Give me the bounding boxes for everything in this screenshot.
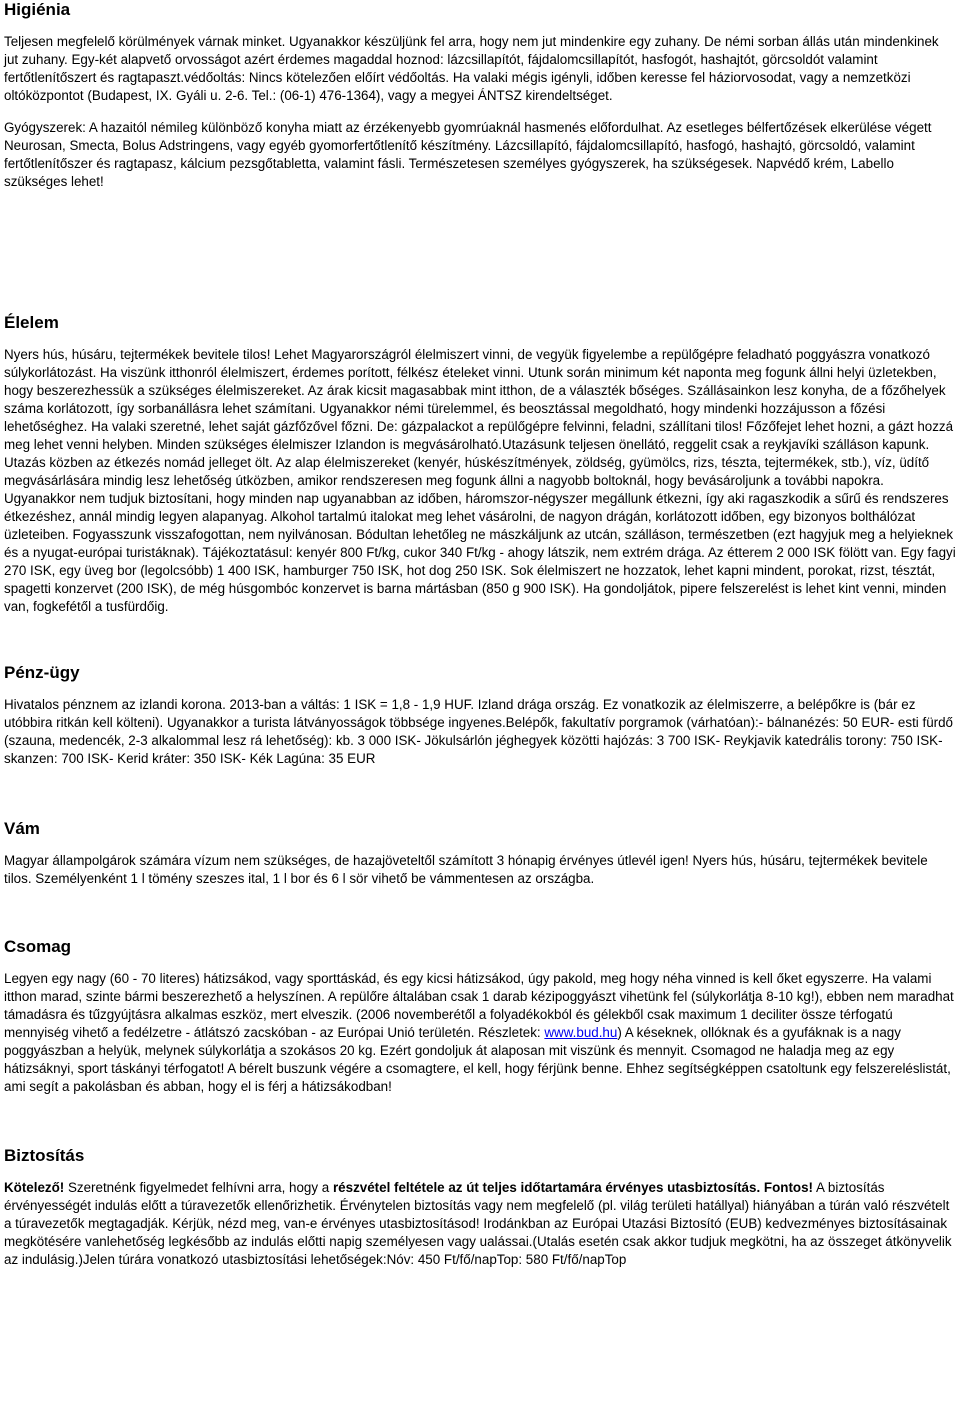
section-biztositas [4, 1146, 956, 1269]
heading-biztositas: Biztosítás [4, 1146, 85, 1165]
csomag-paragraph-1 [4, 970, 956, 1096]
higienia-paragraph-2: Gyógyszerek: A hazaitól némileg különböző konyha miatt az érzékenyebb gyomrúaknál hasmenés előfordulhat. Az esetleges bélfertőzések elkerülése végett Neurosan, Smecta, Bolus Adstringens, vagy egyéb gyomorfertőtlenítő készítmény. Lázcsillapító, fájdalomcsillapító, hasfogó, hashajtó, görcsoldó, valamint fertőtlenítőszer és ragtapasz, kálcium pezsgőtabletta, valamint fásli. Természetesen személyes gyógyszerek, ha szükségesek. Napvédő krém, Labello szükséges lehet! [4, 120, 932, 189]
kotelezo-emphasis: Kötelező! [4, 1180, 65, 1195]
section-penzugy [4, 663, 956, 768]
section-csomag [4, 937, 956, 1096]
section-higienia [4, 0, 956, 191]
penzugy-paragraph-1: Hivatalos pénznem az izlandi korona. 2013-ban a váltás: 1 ISK = 1,8 - 1,9 HUF. Izland drága ország. Ez vonatkozik az élelmiszerre, a belépőkre is (bár ez utóbbira ritkán kell költeni). Ugyanakkor a turista látványosságok többsége ingyenes.Belépők, fakultatív porgramok (várhatóan):- bálnanézés: 50 EUR- esti fürdő (szauna, medencék, 2-3 alkalommal lesz rá lehetőség): kb. 3 000 ISK- Jökulsárlón jéghegyek közötti hajózás: 3 700 ISK- Reykjavik katedrális torony: 750 ISK- skanzen: 700 ISK- Kerid kráter: 350 ISK- Kék Lagúna: 35 EUR [4, 697, 954, 766]
elelem-paragraph-1: Nyers hús, húsáru, tejtermékek bevitele tilos! Lehet Magyarországról élelmiszert vinni, de vegyük figyelembe a repülőgépre feladható poggyászra vonatkozó súlykorlátozást. Ha viszünk itthonról élelmiszert, érdemes porított, félkész ételeket vinni. Utunk során minimum két naponta meg fogunk állni helyi üzletekben, hogy beszerezhessük a szükséges élelmiszereket. Az árak kicsit magasabbak mint itthon, de a választék bőséges. Szállásainkon lesz konyha, de a főzőhelyek száma korlátozott, így sorbanállásra lehet számítani. Ugyanakkor némi türelemmel, és beosztással megoldható, hogy mindenki hozzájusson a főzési lehetőséghez. Ha valaki szeretné, lehet saját gázfőzővel főzni. De: gázpalackot a repülőgépre felvinni, feladni, szállítani tilos! Főzőfejet lehet hozni, a gázt hozzá meg lehet venni helyben. Minden szükséges élelmiszer Izlandon is megvásárolható.Utazásunk teljesen önellátó, reggelit csak a reykjavíki szálláson kapunk. Utazás közben az étkezés nomád jelleget ölt. Az alap élelmiszereket (kenyér, húskészítmények, zöldség, gyümölcs, rizs, tészta, tejtermékek, stb.), víz, üdítő megvásárlására mindig lesz lehetőség útközben, amikor rendszeresen meg fogunk állni a nagyobb boltoknál, hogy bevásároljunk a további napokra. Ugyanakkor nem tudjuk biztosítani, hogy minden nap ugyanabban az időben, háromszor-négyszer megállunk étkezni, így aki ragaszkodik a sűrű és rendszeres étkezéshez, annál mindig legyen alapanyag. Alkohol tartalmú italokat meg lehet vásárolni, de nagyon drágán, korlátozott időben, egy bizonyos bolthálózat üzleteiben. Fogyasszunk visszafogottan, nem nyilvánosan. Bódultan lehetőleg ne mászkáljunk az utcán, szálláson, természetben (ezt hagyjuk meg a helyieknek és a nyugat-európai turistáknak). Tájékoztatásul: kenyér 800 Ft/kg, cukor 340 Ft/kg - ahogy látszik, nem extrém drága. Az étterem 2 000 ISK fölött van. Egy fagyi 270 ISK, egy üveg bor (legolcsóbb) 1 400 ISK, hamburger 750 ISK, hot dog 250 ISK. Sok élelmiszert ne hozzatok, lehet kapni mindent, porokat, rizst, tésztát, spagetti konzervet (200 ISK), de még húsgombóc konzervet is barna mártásban (850 g 900 ISK). Ha gondoljátok, pipere felszerelést is lehet kint venni, minden van, fogkefétől a tusfürdőig. [4, 347, 956, 614]
heading-penzugy: Pénz-ügy [4, 663, 80, 682]
section-vam [4, 819, 956, 888]
heading-csomag: Csomag [4, 937, 72, 956]
higienia-paragraph-1: Teljesen megfelelő körülmények várnak minket. Ugyanakkor készüljünk fel arra, hogy nem jut mindenkire egy zuhany. De némi sorban állás után mindenkinek jut zuhany. Egy-két alapvető orvosságot azért érdemes magaddal hoznod: lázcsillapítót, fájdalomcsillapítót, hasfogót, hashajtót, görcsoldót valamint fertőtlenítőszert és ragtapaszt.védőoltás: Nincs kötelezően előírt védőoltás. Ha valaki mégis igényli, időben keresse fel háziorvosodat, vagy a nemzetközi oltóközpontot (Budapest, IX. Gyáli u. 2-6. Tel.: (06-1) 476-1364), vagy a megyei ÁNTSZ kirendeltséget. [4, 34, 939, 103]
fontos-emphasis: Fontos! [763, 1180, 813, 1195]
biztositas-text-1: Szeretnénk figyelmedet felhívni arra, hogy a [64, 1180, 333, 1195]
heading-higienia: Higiénia [4, 0, 71, 19]
vam-paragraph-1: Magyar állampolgárok számára vízum nem szükséges, de hazajöveteltől számított 3 hónapig érvényes útlevél igen! Nyers hús, húsáru, tejtermékek bevitele tilos. Személyenként 1 l tömény szeszes ital, 1 l bor és 6 l sör vihető be vámmentesen az országba. [4, 853, 928, 886]
biztositas-text-3: A biztosítás érvényességét indulás előtt a túravezetők ellenőrizhetik. Érvénytelen biztosítás vagy nem megfelelő (pl. világ területi hatállyal) hiányában a túrán való részvételt a túravezetők megtagadják. Kérjük, nézd meg, van-e érvényes utasbiztosításod! Irodánkban az Európai Utazási Biztosító (EUB) kedvezményes biztosításainak megkötésére vanlehetőség legkésőbb az indulás előtti napig személyesen vagy ualássai.(Utalás esetén csak akkor tudjuk megkötni, ha az összeget átkönyvelik az indulásig.)Jelen túrára vonatkozó utasbiztosítási lehetőségek:Nóv: 450 Ft/fő/napTop: 580 Ft/fő/napTop [4, 1180, 952, 1267]
csomag-text-before-link: Legyen egy nagy (60 - 70 literes) hátizsákod, vagy sporttáskád, és egy kicsi hátizsákod, úgy pakold, meg hogy néha vinned is kell őket egyszerre. Ha valami itthon marad, szinte bármi beszerezhető a helyszínen. A repülőre általában csak 1 darab kézipoggyászt vihetünk fel (súlykorlátja 8-10 kg!), ebben nem maradhat támadásra és tűzgyújtásra alkalmas eszköz, mert elveszik. (2006 novemberétől a folyadékokból és gélekből csak maximum 1 deciliter össze térfogatú mennyiség vihető a fedélzetre - átlátszó zacskóban - az Európai Unió területén. Részletek: [4, 971, 954, 1040]
bud-hu-link[interactable]: www.bud.hu [544, 1025, 618, 1040]
heading-elelem: Élelem [4, 313, 59, 332]
biztositas-condition-emphasis: részvétel feltétele az út teljes időtartamára érvényes utasbiztosítás. [332, 1180, 761, 1195]
csomag-text-after-link: ) A késeknek, ollóknak és a gyufáknak is a nagy poggyászban a helyük, melynek súlykorlátja a szokásos 20 kg. Ezért gondoljuk át alaposan mit viszünk és mennyit. Csomagod ne haladja meg az egy hátizsáknyi, sport táskányi térfogatot! A bérelt buszunk végére a csomagtere, el kell, hogy férjünk benne. Ehhez segítségképpen csatoltunk egy felszereléslistát, ami segít a pakolásban és abban, hogy el is férj a hátizsákodban! [4, 1025, 951, 1094]
biztositas-paragraph-1 [4, 1179, 956, 1269]
section-elelem [4, 313, 956, 616]
heading-vam: Vám [4, 819, 40, 838]
